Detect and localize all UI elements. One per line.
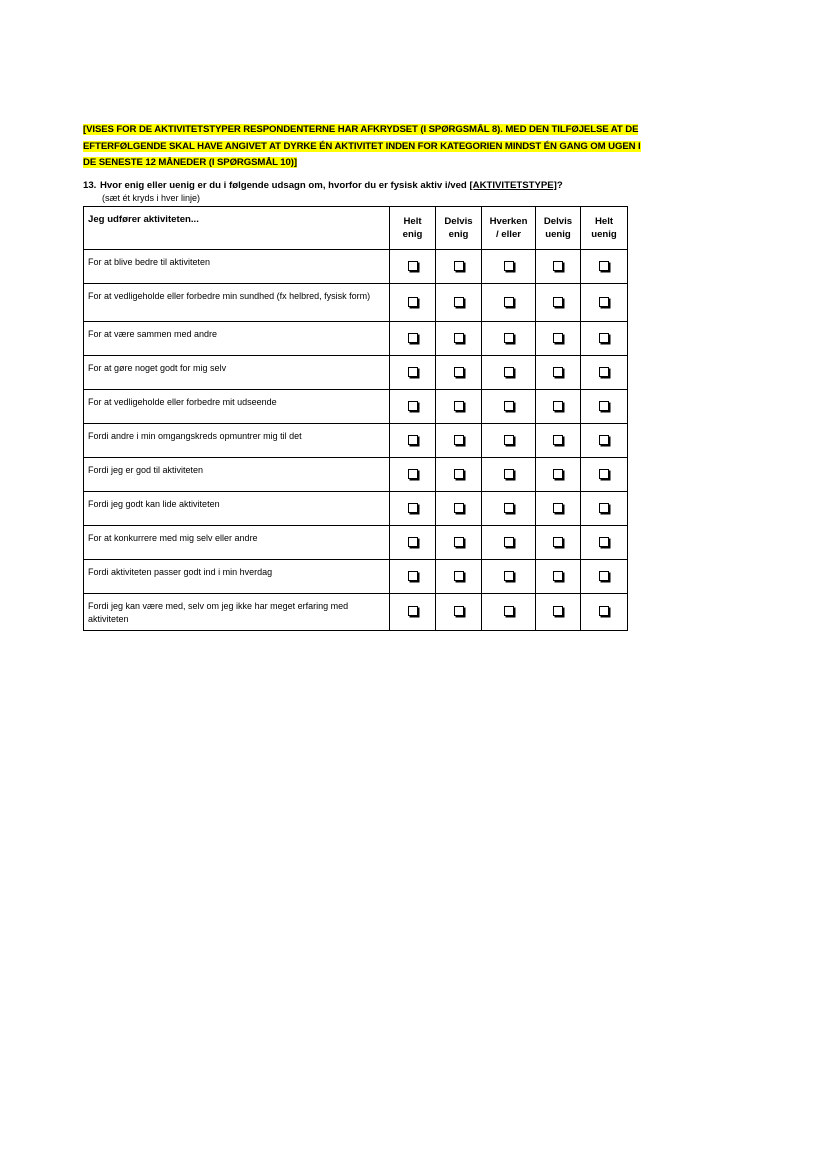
option-cell [536, 284, 581, 322]
option-cell [581, 390, 628, 424]
answer-checkbox[interactable] [408, 333, 418, 343]
answer-checkbox[interactable] [454, 261, 464, 271]
statement-row [84, 250, 628, 284]
question-activity-tag: [AKTIVITETSTYPE] [469, 180, 557, 191]
option-cell [536, 390, 581, 424]
answer-checkbox[interactable] [553, 537, 563, 547]
option-cell [482, 526, 536, 560]
answer-checkbox[interactable] [599, 571, 609, 581]
statement-row [84, 594, 628, 631]
option-cell [536, 492, 581, 526]
answer-checkbox[interactable] [599, 503, 609, 513]
answer-checkbox[interactable] [553, 469, 563, 479]
answer-checkbox[interactable] [599, 469, 609, 479]
option-header-line1: Hverken [489, 216, 528, 227]
option-cell [536, 560, 581, 594]
statement-row [84, 424, 628, 458]
answer-checkbox[interactable] [408, 435, 418, 445]
option-cell [390, 390, 436, 424]
question-number: 13. [83, 180, 97, 191]
option-cell [581, 492, 628, 526]
option-cell [436, 594, 482, 631]
option-cell [581, 284, 628, 322]
option-cell [482, 284, 536, 322]
statement-column-header: Jeg udfører aktiviteten... [84, 207, 390, 250]
answer-checkbox[interactable] [553, 367, 563, 377]
answer-checkbox[interactable] [504, 571, 514, 581]
option-header-3 [536, 207, 581, 250]
option-cell [581, 560, 628, 594]
option-header-0 [390, 207, 436, 250]
option-cell [390, 424, 436, 458]
answer-checkbox[interactable] [504, 606, 514, 616]
grid-body [84, 250, 628, 631]
option-cell [436, 322, 482, 356]
answer-checkbox[interactable] [553, 503, 563, 513]
option-header-line2: enig [448, 229, 469, 240]
answer-checkbox[interactable] [454, 606, 464, 616]
statement-row [84, 356, 628, 390]
answer-checkbox[interactable] [408, 606, 418, 616]
answer-checkbox[interactable] [599, 261, 609, 271]
option-cell [436, 356, 482, 390]
answer-checkbox[interactable] [599, 297, 609, 307]
answer-checkbox[interactable] [454, 401, 464, 411]
answer-checkbox[interactable] [599, 367, 609, 377]
routing-instruction [83, 122, 643, 172]
option-cell [581, 458, 628, 492]
option-cell [536, 250, 581, 284]
statement-text: For at gøre noget godt for mig selv [84, 356, 390, 390]
answer-checkbox[interactable] [504, 297, 514, 307]
option-cell [581, 322, 628, 356]
answer-checkbox[interactable] [504, 435, 514, 445]
option-cell [482, 560, 536, 594]
statement-text: Fordi jeg godt kan lide aktiviteten [84, 492, 390, 526]
option-header-line1: Delvis [444, 216, 473, 227]
answer-checkbox[interactable] [454, 297, 464, 307]
answer-checkbox[interactable] [504, 367, 514, 377]
option-cell [536, 594, 581, 631]
option-cell [390, 322, 436, 356]
answer-checkbox[interactable] [553, 261, 563, 271]
option-cell [581, 250, 628, 284]
option-cell [390, 526, 436, 560]
answer-checkbox[interactable] [553, 571, 563, 581]
statement-text: For at blive bedre til aktiviteten [84, 250, 390, 284]
agreement-grid [83, 206, 628, 631]
option-cell [536, 424, 581, 458]
statement-text: For at vedligeholde eller forbedre mit udseende [84, 390, 390, 424]
answer-checkbox[interactable] [504, 537, 514, 547]
option-header-2 [482, 207, 536, 250]
statement-row [84, 492, 628, 526]
option-cell [581, 526, 628, 560]
option-cell [482, 356, 536, 390]
option-header-line1: Delvis [543, 216, 573, 227]
answer-checkbox[interactable] [599, 333, 609, 343]
statement-row [84, 526, 628, 560]
statement-text: For at vedligeholde eller forbedre min sundhed (fx helbred, fysisk form) [84, 284, 390, 322]
option-header-4 [581, 207, 628, 250]
option-cell [581, 424, 628, 458]
answer-checkbox[interactable] [454, 469, 464, 479]
option-cell [390, 458, 436, 492]
option-cell [436, 492, 482, 526]
option-header-line2: uenig [591, 229, 617, 240]
question-suffix: ? [556, 180, 563, 191]
statement-text: For at konkurrere med mig selv eller andre [84, 526, 390, 560]
question-text: Hvor enig eller uenig er du i følgende udsagn om, hvorfor du er fysisk aktiv i/ved [100, 180, 470, 191]
option-cell [436, 424, 482, 458]
answer-checkbox[interactable] [454, 367, 464, 377]
answer-checkbox[interactable] [408, 571, 418, 581]
answer-checkbox[interactable] [504, 333, 514, 343]
answer-checkbox[interactable] [599, 401, 609, 411]
option-header-line2: / eller [495, 229, 522, 240]
answer-checkbox[interactable] [599, 435, 609, 445]
option-cell [482, 594, 536, 631]
statement-text: Fordi andre i min omgangskreds opmuntrer mig til det [84, 424, 390, 458]
option-cell [482, 390, 536, 424]
answer-checkbox[interactable] [504, 469, 514, 479]
grid-header-row [84, 207, 628, 250]
option-cell [390, 356, 436, 390]
option-header-1 [436, 207, 482, 250]
answer-checkbox[interactable] [553, 606, 563, 616]
option-cell [482, 250, 536, 284]
statement-row [84, 560, 628, 594]
option-cell [436, 390, 482, 424]
option-header-line2: uenig [545, 229, 571, 240]
answer-checkbox[interactable] [504, 503, 514, 513]
option-cell [581, 594, 628, 631]
answer-checkbox[interactable] [408, 261, 418, 271]
statement-text: Fordi jeg kan være med, selv om jeg ikke har meget erfaring med aktiviteten [84, 594, 390, 631]
answer-checkbox[interactable] [454, 503, 464, 513]
routing-instruction-text: [VISES FOR DE AKTIVITETSTYPER RESPONDENTERNE HAR AFKRYDSET (I SPØRGSMÅL 8). MED DEN TILFØJELSE AT DE EFTERFØLGENDE SKAL HAVE ANGIVET AT DYRKE ÉN AKTIVITET INDEN FOR KATEGORIEN MINDST ÉN GANG OM UGEN I DE SENESTE 12 MÅNEDER (I SPØRGSMÅL 10)] [83, 124, 641, 168]
answer-checkbox[interactable] [408, 469, 418, 479]
statement-row [84, 322, 628, 356]
answer-checkbox[interactable] [454, 571, 464, 581]
option-cell [390, 250, 436, 284]
option-cell [390, 560, 436, 594]
option-cell [482, 458, 536, 492]
answer-checkbox[interactable] [408, 401, 418, 411]
answer-checkbox[interactable] [599, 606, 609, 616]
option-cell [436, 458, 482, 492]
option-cell [436, 560, 482, 594]
option-cell [482, 322, 536, 356]
answer-checkbox[interactable] [599, 537, 609, 547]
option-cell [581, 356, 628, 390]
statement-row [84, 458, 628, 492]
option-cell [390, 594, 436, 631]
option-cell [536, 322, 581, 356]
question-instruction-note: (sæt ét kryds i hver linje) [102, 193, 201, 203]
option-cell [536, 526, 581, 560]
statement-row [84, 284, 628, 322]
answer-checkbox[interactable] [553, 333, 563, 343]
answer-checkbox[interactable] [553, 297, 563, 307]
answer-checkbox[interactable] [454, 537, 464, 547]
statement-row [84, 390, 628, 424]
answer-checkbox[interactable] [408, 367, 418, 377]
answer-checkbox[interactable] [408, 297, 418, 307]
option-cell [482, 492, 536, 526]
option-cell [536, 356, 581, 390]
statement-text: For at være sammen med andre [84, 322, 390, 356]
option-cell [436, 526, 482, 560]
option-cell [482, 424, 536, 458]
answer-checkbox[interactable] [454, 333, 464, 343]
statement-text: Fordi aktiviteten passer godt ind i min hverdag [84, 560, 390, 594]
option-cell [390, 284, 436, 322]
option-cell [536, 458, 581, 492]
answer-checkbox[interactable] [408, 503, 418, 513]
question-13 [83, 180, 563, 192]
option-cell [436, 284, 482, 322]
option-header-line2: enig [402, 229, 423, 240]
option-cell [436, 250, 482, 284]
option-header-line1: Helt [594, 216, 614, 227]
answer-checkbox[interactable] [504, 401, 514, 411]
statement-text: Fordi jeg er god til aktiviteten [84, 458, 390, 492]
option-cell [390, 492, 436, 526]
option-header-line1: Helt [403, 216, 422, 227]
answer-checkbox[interactable] [553, 435, 563, 445]
answer-checkbox[interactable] [553, 401, 563, 411]
answer-checkbox[interactable] [504, 261, 514, 271]
answer-checkbox[interactable] [454, 435, 464, 445]
answer-checkbox[interactable] [408, 537, 418, 547]
